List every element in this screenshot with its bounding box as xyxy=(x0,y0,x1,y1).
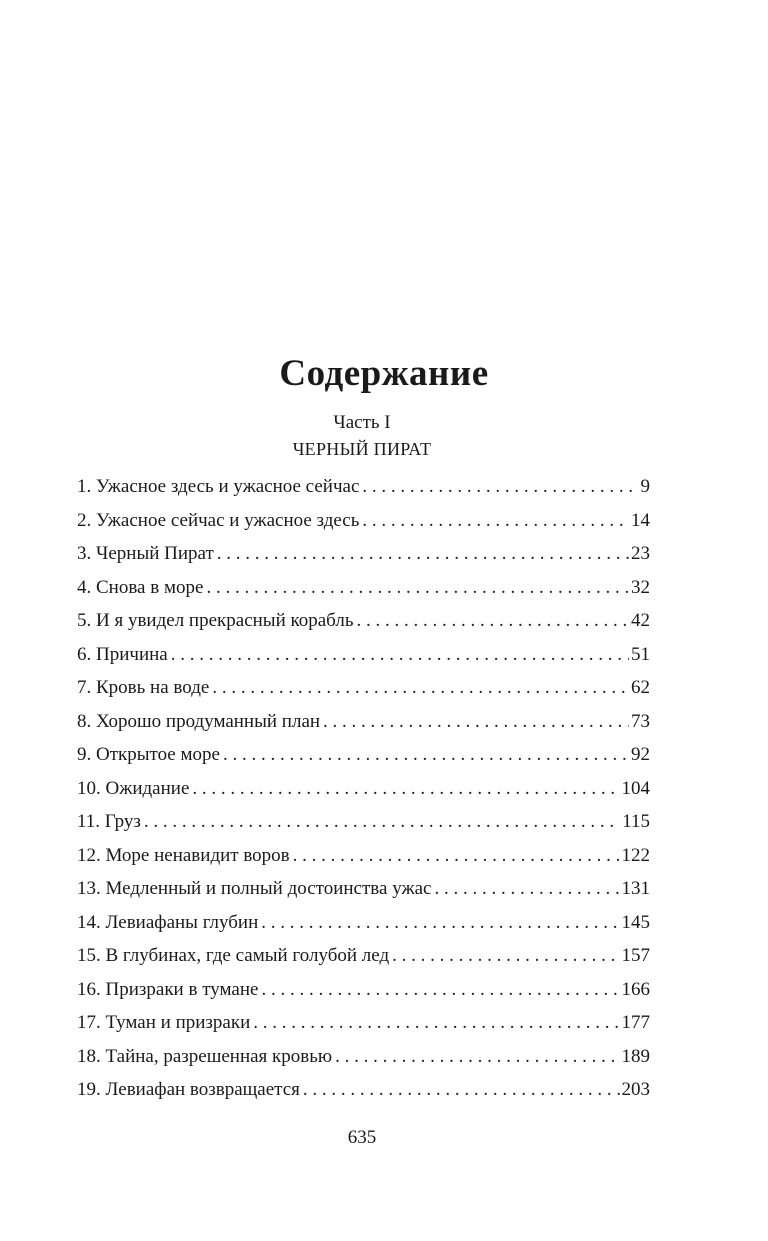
toc-entry xyxy=(77,705,650,739)
toc-entry-title: 18. Тайна, разрешенная кровью xyxy=(77,1045,333,1067)
toc-entry-page: 177 xyxy=(621,1012,650,1033)
toc-entry-page: 157 xyxy=(621,945,650,966)
toc-entry-page: 73 xyxy=(631,710,650,732)
toc-dot-leader xyxy=(357,604,629,638)
toc-entry xyxy=(77,671,650,705)
toc-dot-leader xyxy=(212,671,629,705)
toc-entry-page: 32 xyxy=(631,576,650,598)
page-title: Содержание xyxy=(279,352,489,394)
toc-entry xyxy=(77,504,650,538)
toc-entry xyxy=(77,537,650,571)
toc-entry-title: 4. Снова в море xyxy=(77,576,204,598)
toc-entry-title: 17. Туман и призраки xyxy=(77,1012,251,1033)
toc-entry xyxy=(77,973,650,1007)
toc-entry-title: 2. Ужасное сейчас и ужасное здесь xyxy=(77,509,360,531)
toc-entry-page: 23 xyxy=(631,543,650,564)
toc-entry-title: 7. Кровь на воде xyxy=(77,677,210,698)
toc-entry-page: 115 xyxy=(622,811,650,832)
page-number: 635 xyxy=(347,1127,377,1148)
toc-dot-leader xyxy=(392,939,619,973)
toc-entry xyxy=(77,1073,650,1107)
toc-entry xyxy=(77,939,650,973)
toc-dot-leader xyxy=(206,571,629,605)
toc-entry-page: 203 xyxy=(621,1079,650,1100)
toc-entry-page: 92 xyxy=(631,744,650,765)
toc-entry-title: 6. Причина xyxy=(77,643,168,665)
toc-entry-page: 104 xyxy=(621,777,650,799)
toc-entry-page: 131 xyxy=(621,878,650,899)
toc-entry-title: 1. Ужасное здесь и ужасное сейчас xyxy=(77,476,360,497)
toc-dot-leader xyxy=(223,738,629,772)
toc-entry xyxy=(77,470,650,504)
toc-dot-leader xyxy=(293,839,620,873)
toc-entry-page: 14 xyxy=(631,509,650,531)
part-title: ЧЕРНЫЙ ПИРАТ xyxy=(292,439,432,459)
toc-entry-title: 8. Хорошо продуманный план xyxy=(77,710,321,732)
toc-entry xyxy=(77,872,650,906)
toc-entry-title: 10. Ожидание xyxy=(77,777,190,799)
toc-dot-leader xyxy=(303,1073,620,1107)
toc-entry xyxy=(77,738,650,772)
toc-dot-leader xyxy=(335,1040,619,1074)
part-label: Часть I xyxy=(333,412,391,433)
toc-entry-title: 3. Черный Пират xyxy=(77,543,214,564)
toc-dot-leader xyxy=(144,805,620,839)
toc-dot-leader xyxy=(362,504,629,538)
toc-dot-leader xyxy=(362,470,638,504)
toc-entry-page: 62 xyxy=(631,677,650,698)
toc-entry-title: 13. Медленный и полный достоинства ужас xyxy=(77,878,432,899)
toc-entry xyxy=(77,906,650,940)
toc-entry-title: 19. Левиафан возвращается xyxy=(77,1079,300,1100)
toc-entry xyxy=(77,805,650,839)
toc-entry xyxy=(77,1040,650,1074)
toc-entry-page: 166 xyxy=(621,978,650,1000)
toc-entry-page: 122 xyxy=(621,844,650,866)
toc-entry-page: 51 xyxy=(631,643,650,665)
toc-entry xyxy=(77,604,650,638)
toc-entry xyxy=(77,571,650,605)
toc-dot-leader xyxy=(434,872,619,906)
toc-entry-page: 42 xyxy=(631,610,650,631)
toc-entry-page: 189 xyxy=(621,1045,650,1067)
toc-entry-page: 9 xyxy=(640,476,650,497)
table-of-contents xyxy=(77,470,650,1107)
toc-entry xyxy=(77,638,650,672)
toc-entry-title: 11. Груз xyxy=(77,811,141,832)
toc-entry-title: 12. Море ненавидит воров xyxy=(77,844,290,866)
toc-dot-leader xyxy=(217,537,629,571)
toc-entry xyxy=(77,839,650,873)
toc-entry xyxy=(77,772,650,806)
toc-entry-title: 15. В глубинах, где самый голубой лед xyxy=(77,945,390,966)
toc-entry-page: 145 xyxy=(621,911,650,933)
toc-dot-leader xyxy=(253,1006,619,1040)
toc-entry-title: 5. И я увидел прекрасный корабль xyxy=(77,610,354,631)
toc-entry-title: 9. Открытое море xyxy=(77,744,220,765)
toc-dot-leader xyxy=(261,973,619,1007)
toc-entry-title: 16. Призраки в тумане xyxy=(77,978,259,1000)
toc-entry-title: 14. Левиафаны глубин xyxy=(77,911,259,933)
toc-dot-leader xyxy=(192,772,619,806)
toc-dot-leader xyxy=(261,906,619,940)
toc-dot-leader xyxy=(323,705,629,739)
toc-entry xyxy=(77,1006,650,1040)
toc-dot-leader xyxy=(171,638,629,672)
